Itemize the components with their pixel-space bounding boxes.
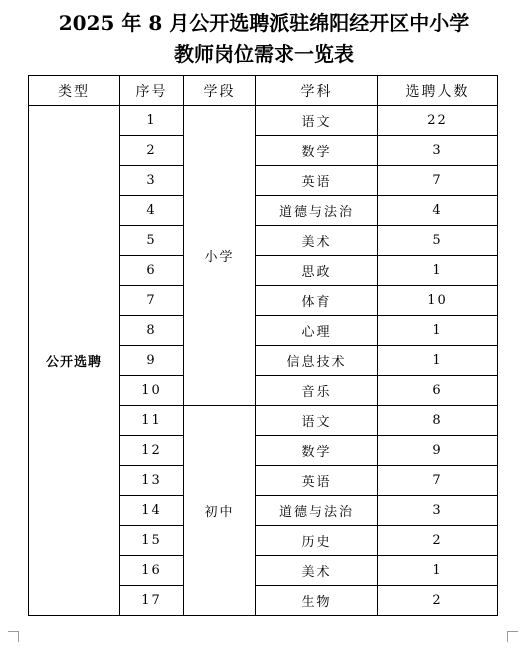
subject-cell: 生物 <box>256 586 378 616</box>
subject-cell: 英语 <box>256 466 378 496</box>
document-title-line-2: 教师岗位需求一览表 <box>174 42 354 66</box>
subject-cell: 历史 <box>256 526 378 556</box>
subject-cell: 信息技术 <box>256 346 378 376</box>
document-title-line-1: 2025 年 8 月公开选聘派驻绵阳经开区中小学 <box>58 11 470 35</box>
subject-cell: 英语 <box>256 166 378 196</box>
header-stage: 学段 <box>184 76 256 106</box>
row-number: 1 <box>120 106 184 136</box>
header-count: 选聘人数 <box>378 76 498 106</box>
row-number: 2 <box>120 136 184 166</box>
row-number: 4 <box>120 196 184 226</box>
table-row <box>29 106 498 136</box>
row-number: 16 <box>120 556 184 586</box>
table-body <box>29 76 498 616</box>
count-cell: 22 <box>378 106 498 136</box>
count-cell: 9 <box>378 436 498 466</box>
subject-cell: 数学 <box>256 136 378 166</box>
row-number: 3 <box>120 166 184 196</box>
page-corner-mark-left <box>8 631 19 642</box>
count-cell: 8 <box>378 406 498 436</box>
count-cell: 6 <box>378 376 498 406</box>
subject-cell: 语文 <box>256 406 378 436</box>
row-number: 12 <box>120 436 184 466</box>
count-cell: 1 <box>378 256 498 286</box>
subject-cell: 道德与法治 <box>256 496 378 526</box>
row-number: 14 <box>120 496 184 526</box>
row-number: 7 <box>120 286 184 316</box>
count-cell: 5 <box>378 226 498 256</box>
stage-cell: 初中 <box>184 406 256 616</box>
count-cell: 2 <box>378 586 498 616</box>
job-requirements-table <box>28 75 498 616</box>
count-cell: 7 <box>378 466 498 496</box>
subject-cell: 思政 <box>256 256 378 286</box>
count-cell: 7 <box>378 166 498 196</box>
subject-cell: 数学 <box>256 436 378 466</box>
page-corner-mark-right <box>507 631 518 642</box>
row-number: 15 <box>120 526 184 556</box>
row-number: 6 <box>120 256 184 286</box>
row-number: 8 <box>120 316 184 346</box>
count-cell: 1 <box>378 316 498 346</box>
subject-cell: 体育 <box>256 286 378 316</box>
subject-cell: 心理 <box>256 316 378 346</box>
row-number: 5 <box>120 226 184 256</box>
header-type: 类型 <box>29 76 120 106</box>
row-number: 11 <box>120 406 184 436</box>
header-number: 序号 <box>120 76 184 106</box>
row-number: 13 <box>120 466 184 496</box>
subject-cell: 语文 <box>256 106 378 136</box>
subject-cell: 美术 <box>256 226 378 256</box>
count-cell: 1 <box>378 346 498 376</box>
count-cell: 1 <box>378 556 498 586</box>
count-cell: 4 <box>378 196 498 226</box>
stage-cell: 小学 <box>184 106 256 406</box>
count-cell: 3 <box>378 136 498 166</box>
row-number: 17 <box>120 586 184 616</box>
subject-cell: 音乐 <box>256 376 378 406</box>
subject-cell: 道德与法治 <box>256 196 378 226</box>
header-subject: 学科 <box>256 76 378 106</box>
count-cell: 2 <box>378 526 498 556</box>
row-number: 10 <box>120 376 184 406</box>
table-header-row <box>29 76 498 106</box>
type-cell: 公开选聘 <box>29 106 120 616</box>
count-cell: 3 <box>378 496 498 526</box>
row-number: 9 <box>120 346 184 376</box>
count-cell: 10 <box>378 286 498 316</box>
subject-cell: 美术 <box>256 556 378 586</box>
